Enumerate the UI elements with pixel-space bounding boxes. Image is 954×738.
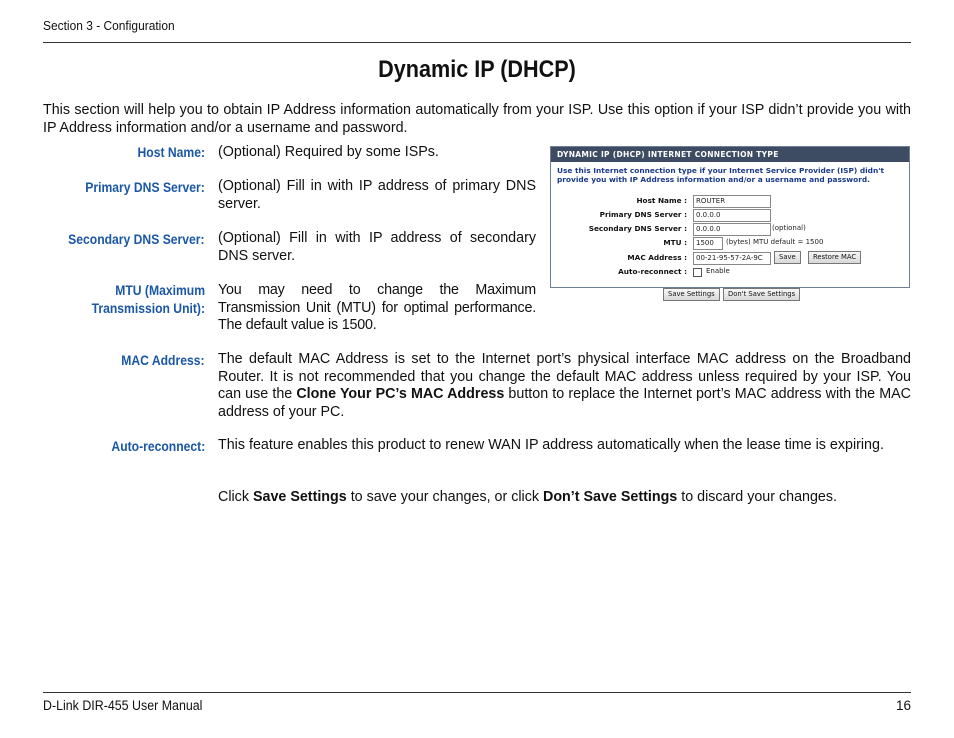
page-title: Dynamic IP (DHCP) [378,56,576,83]
dont-save-settings-button[interactable]: Don't Save Settings [723,288,800,301]
screenshot-host-name-row [551,195,909,208]
footer-page-number: 16 [895,698,911,713]
footer-rule [43,692,911,693]
mtu-desc: You may need to change the Maximum Transmission Unit (MTU) for optimal performance. The default value is 1500. [218,282,536,333]
mac-desc-after: button to replace the Internet port’s MAC address with the MAC address of your PC. [218,386,911,420]
screenshot-mac-input[interactable]: 00-21-95-57-2A-9C [693,252,771,265]
secondary-dns-label: Secondary DNS Server: [68,232,205,247]
host-name-label: Host Name: [137,145,205,160]
screenshot-mac-row [551,252,909,265]
screenshot-host-name-input[interactable]: ROUTER [693,195,771,208]
screenshot-auto-reconnect-row [551,266,909,279]
auto-reconnect-desc: This feature enables this product to renew WAN IP address automatically when the lease time is expiring. [218,437,884,453]
screenshot-save-button[interactable]: Save [774,251,801,264]
closing-save-bold: Save Settings [252,489,347,505]
mac-address-desc [218,351,911,421]
mac-desc-bold: Clone Your PC’s MAC Address [296,386,505,402]
mtu-label-line2: Transmission Unit): [91,300,205,316]
primary-dns-label: Primary DNS Server: [85,180,205,195]
section-header: Section 3 - Configuration [43,18,175,33]
screenshot-heading: DYNAMIC IP (DHCP) INTERNET CONNECTION TYPE [551,147,909,162]
primary-dns-desc: (Optional) Fill in with IP address of primary DNS server. [218,178,536,212]
closing-click: Click [218,489,253,505]
secondary-dns-desc: (Optional) Fill in with IP address of secondary DNS server. [218,230,536,264]
screenshot-mac-label: MAC Address : [627,253,687,262]
screenshot-mtu-row [551,237,909,250]
save-settings-button[interactable]: Save Settings [663,288,720,301]
screenshot-secondary-dns-label: Secondary DNS Server : [588,224,687,233]
screenshot-secondary-dns-input[interactable]: 0.0.0.0 [693,223,771,236]
screenshot-mtu-label: MTU : [663,238,687,247]
screenshot-enable-checkbox[interactable] [693,268,702,277]
closing-dont-bold: Don’t Save Settings [543,489,678,505]
screenshot-secondary-dns-row [551,223,909,236]
closing-middle: to save your changes, or click [346,489,543,505]
screenshot-mtu-input[interactable]: 1500 [693,237,723,250]
router-screenshot [550,146,910,288]
closing-end: to discard your changes. [677,489,838,505]
screenshot-secondary-dns-note: (optional) [772,224,806,232]
screenshot-host-name-label: Host Name : [636,196,687,205]
screenshot-enable-label: Enable [706,267,730,275]
screenshot-auto-reconnect-label: Auto-reconnect : [618,267,687,276]
mtu-label-line1: MTU (Maximum [115,283,205,298]
screenshot-primary-dns-input[interactable]: 0.0.0.0 [693,209,771,222]
screenshot-restore-mac-button[interactable]: Restore MAC [808,251,861,264]
mac-address-label: MAC Address: [121,353,205,368]
screenshot-mtu-note: (bytes) MTU default = 1500 [726,238,824,246]
auto-reconnect-label: Auto-reconnect: [111,439,205,454]
mtu-label [92,282,205,317]
intro-paragraph: This section will help you to obtain IP Address information automatically from your ISP. Use this option if your ISP didn’t provide you with IP Address information and/or a username and password. [43,102,911,136]
host-name-desc: (Optional) Required by some ISPs. [218,144,439,160]
header-rule [43,42,911,43]
mac-desc-before: The default MAC Address is set to the Internet port’s physical interface MAC address on the Broadband Router. It is not recommended that you change the default MAC address unless required by your ISP. You can use the [218,351,911,402]
closing-paragraph [218,489,911,507]
footer-manual-title: D-Link DIR-455 User Manual [43,698,203,713]
screenshot-primary-dns-row [551,209,909,222]
screenshot-description: Use this Internet connection type if your Internet Service Provider (ISP) didn't provide you with IP Address information and/or a username and password. [557,166,885,184]
screenshot-primary-dns-label: Primary DNS Server : [599,210,687,219]
